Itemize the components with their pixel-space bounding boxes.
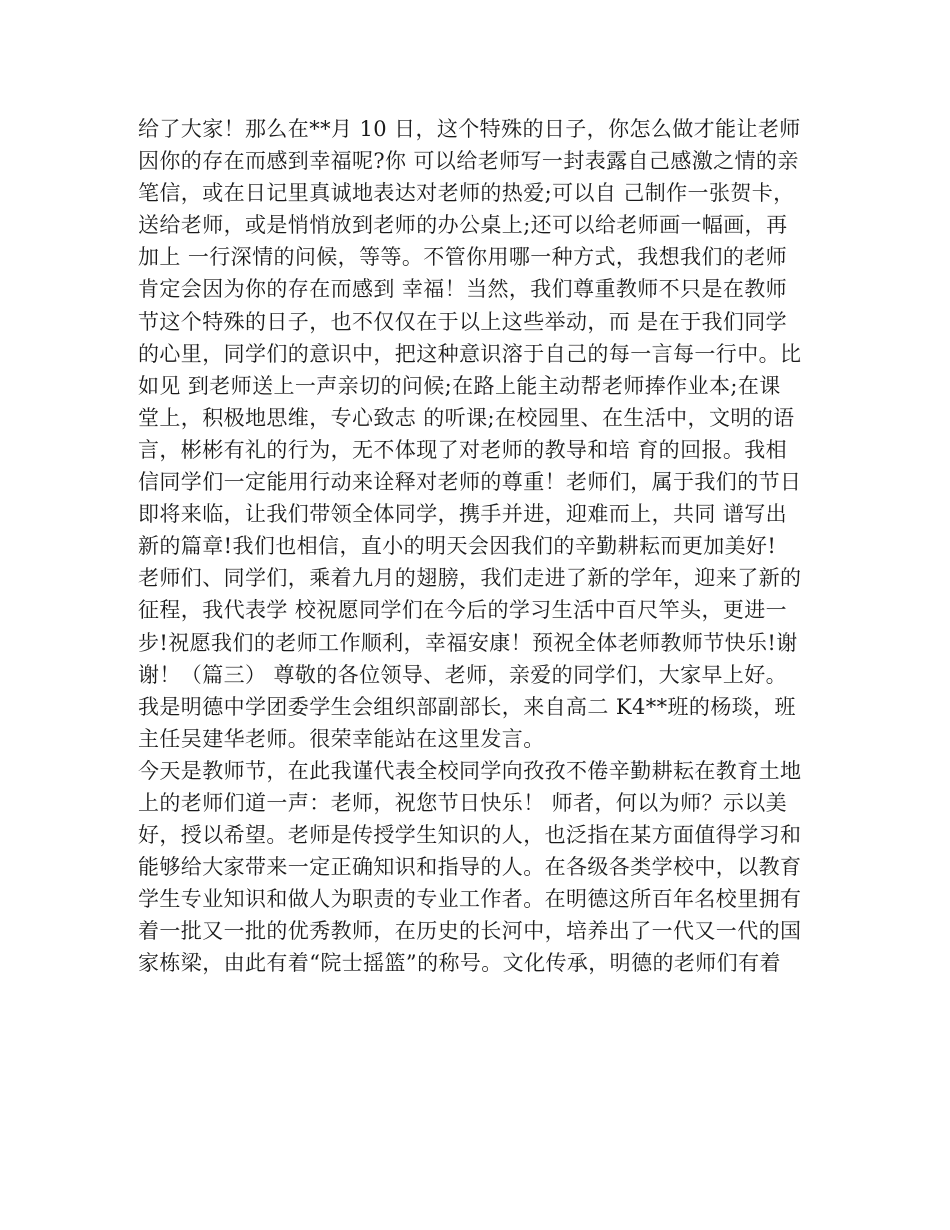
text-line: 能够给大家带来一定正确知识和指导的人。在各级各类学校中，以教育	[138, 855, 802, 880]
text-line: 节这个特殊的日子，也不仅仅在于以上这些举动，而 是在于我们同学	[138, 309, 788, 334]
text-line: 今天是教师节，在此我谨代表全校同学向孜孜不倦辛勤耕耘在教育土地	[138, 758, 802, 783]
text-line: 学生专业知识和做人为职责的专业工作者。在明德这所百年名校里拥有	[138, 887, 802, 912]
text-line: 家栋梁，由此有着“院士摇篮”的称号。文化传承，明德的老师们有着	[138, 951, 781, 976]
text-line: 信同学们一定能用行动来诠释对老师的尊重！老师们，属于我们的节日	[138, 470, 802, 495]
body-text	[138, 113, 813, 980]
text-line: 好，授以希望。老师是传授学生知识的人，也泛指在某方面值得学习和	[138, 823, 802, 848]
text-line: 加上 一行深情的问候，等等。不管你用哪一种方式，我想我们的老师	[138, 245, 788, 270]
text-line: 因你的存在而感到幸福呢?你 可以给老师写一封表露自己感激之情的亲	[138, 149, 799, 174]
text-line: 给了大家！那么在**月 10 日，这个特殊的日子，你怎么做才能让老师	[138, 117, 801, 141]
text-line: 着一批又一批的优秀教师，在历史的长河中，培养出了一代又一代的国	[138, 919, 802, 944]
text-line: 征程，我代表学 校祝愿同学们在今后的学习生活中百尺竿头，更进一	[138, 598, 788, 623]
text-line: 的心里，同学们的意识中，把这种意识溶于自己的每一言每一行中。比	[138, 341, 802, 366]
text-line: 如见 到老师送上一声亲切的问候;在路上能主动帮老师捧作业本;在课	[138, 373, 781, 398]
text-line: 送给老师，或是悄悄放到老师的办公桌上;还可以给老师画一幅画，再	[138, 213, 788, 238]
text-line: 谢！（篇三） 尊敬的各位领导、老师，亲爱的同学们，大家早上好。	[138, 662, 788, 687]
text-line: 笔信，或在日记里真诚地表达对老师的热爱;可以自 己制作一张贺卡，	[138, 181, 795, 206]
text-line: 肯定会因为你的存在而感到 幸福！当然，我们尊重教师不只是在教师	[138, 277, 788, 302]
text-line: 新的篇章!我们也相信，直小的明天会因我们的辛勤耕耘而更加美好!	[138, 534, 777, 559]
text-line: 言，彬彬有礼的行为，无不体现了对老师的教导和培 育的回报。我相	[138, 437, 788, 462]
text-line: 堂上，积极地思维，专心致志 的听课;在校园里、在生活中，文明的语	[138, 405, 795, 430]
text-line: 主任吴建华老师。很荣幸能站在这里发言。	[138, 726, 545, 751]
text-line: 步!祝愿我们的老师工作顺利，幸福安康！预祝全体老师教师节快乐!谢	[138, 630, 798, 655]
text-line: 即将来临，让我们带领全体同学，携手并进，迎难而上，共同 谱写出	[138, 502, 788, 527]
text-line: 老师们、同学们，乘着九月的翅膀，我们走进了新的学年，迎来了新的	[138, 566, 802, 591]
text-line: 上的老师们道一声：老师，祝您节日快乐！ 师者，何以为师？示以美	[138, 790, 788, 815]
text-line: 我是明德中学团委学生会组织部副部长，来自高二 K4**班的杨琰，班	[138, 694, 796, 719]
